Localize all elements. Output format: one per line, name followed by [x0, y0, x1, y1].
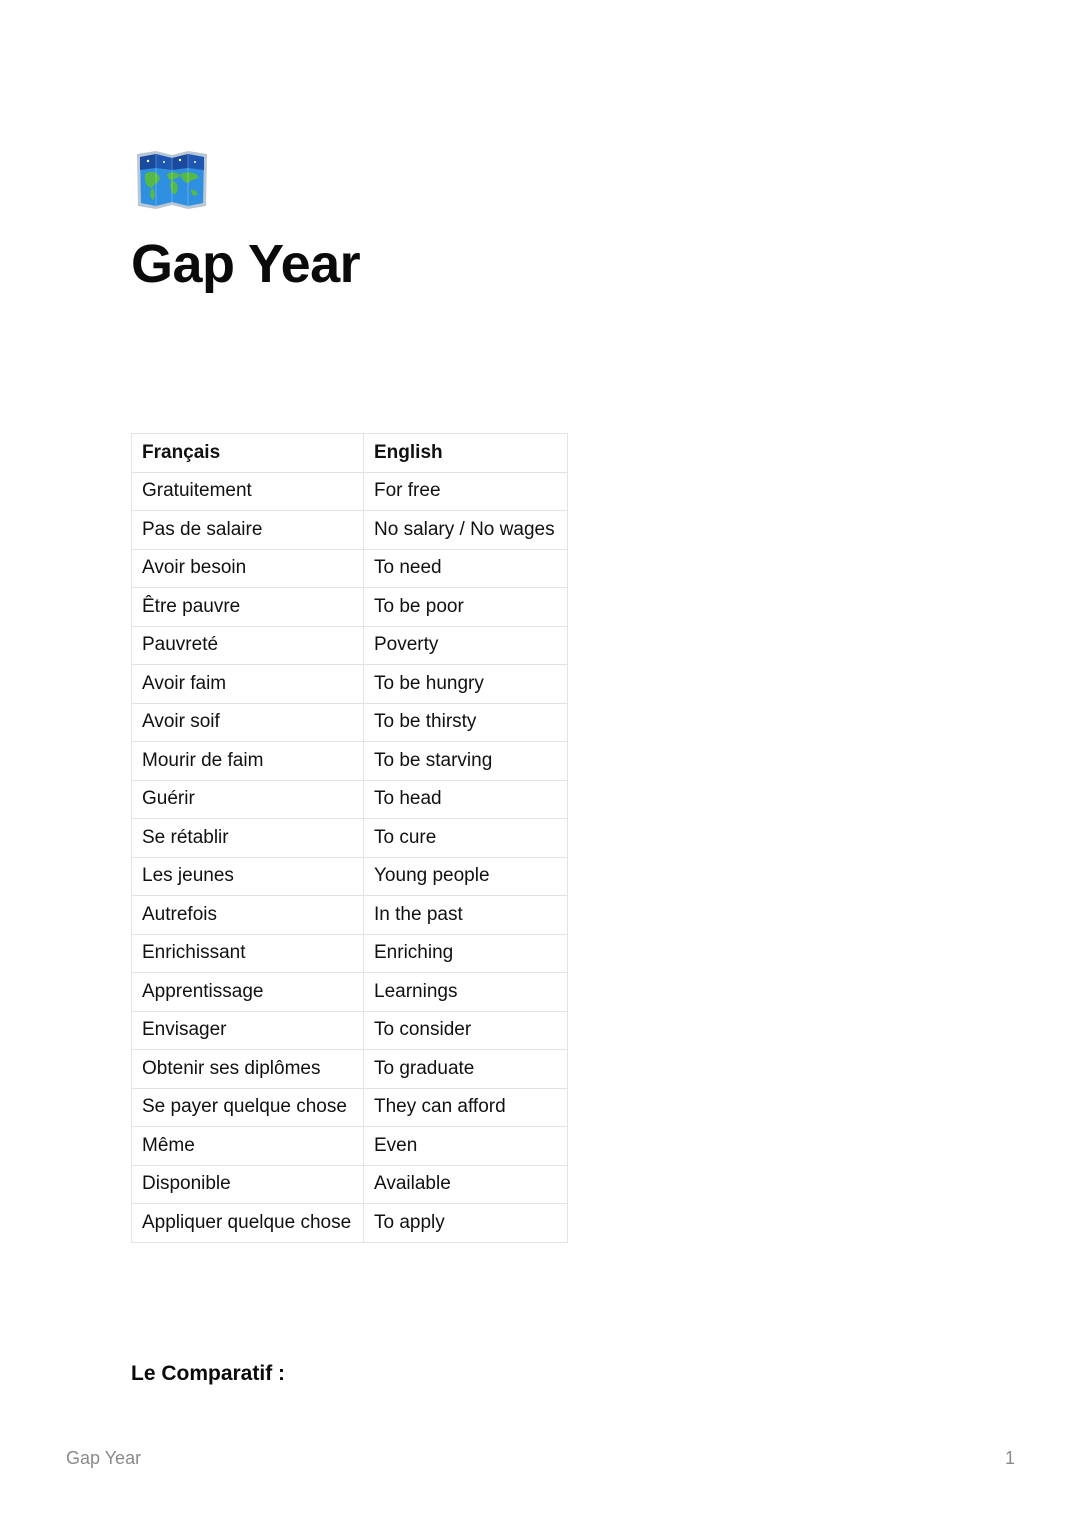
table-row — [132, 549, 568, 588]
cell-francais: Se payer quelque chose — [132, 1088, 364, 1127]
cell-english: Enriching — [364, 934, 568, 973]
column-header-english: English — [364, 434, 568, 473]
cell-english: No salary / No wages — [364, 511, 568, 550]
cell-francais: Avoir soif — [132, 703, 364, 742]
cell-english: For free — [364, 472, 568, 511]
cell-francais: Pauvreté — [132, 626, 364, 665]
table-row — [132, 819, 568, 858]
table-row — [132, 511, 568, 550]
table-row — [132, 626, 568, 665]
cell-english: Learnings — [364, 973, 568, 1012]
cell-english: To be poor — [364, 588, 568, 627]
cell-francais: Avoir besoin — [132, 549, 364, 588]
cell-francais: Enrichissant — [132, 934, 364, 973]
cell-english: To graduate — [364, 1050, 568, 1089]
column-header-francais: Français — [132, 434, 364, 473]
cell-francais: Mourir de faim — [132, 742, 364, 781]
table-body — [132, 472, 568, 1242]
vocabulary-table — [131, 433, 568, 1243]
table-row — [132, 1165, 568, 1204]
cell-francais: Être pauvre — [132, 588, 364, 627]
cell-english: To be starving — [364, 742, 568, 781]
cell-francais: Les jeunes — [132, 857, 364, 896]
table-header-row — [132, 434, 568, 473]
cell-francais: Se rétablir — [132, 819, 364, 858]
cell-francais: Avoir faim — [132, 665, 364, 704]
cell-english: To be thirsty — [364, 703, 568, 742]
cell-english: Young people — [364, 857, 568, 896]
cell-english: To consider — [364, 1011, 568, 1050]
cell-english: To cure — [364, 819, 568, 858]
table-row — [132, 1204, 568, 1243]
table-row — [132, 665, 568, 704]
table-row — [132, 857, 568, 896]
cell-english: To be hungry — [364, 665, 568, 704]
table-row — [132, 780, 568, 819]
table-row — [132, 1088, 568, 1127]
cell-english: To apply — [364, 1204, 568, 1243]
cell-english: Available — [364, 1165, 568, 1204]
table-row — [132, 973, 568, 1012]
cell-english: To head — [364, 780, 568, 819]
table-row — [132, 896, 568, 935]
cell-english: They can afford — [364, 1088, 568, 1127]
cell-francais: Gratuitement — [132, 472, 364, 511]
cell-english: In the past — [364, 896, 568, 935]
cell-francais: Autrefois — [132, 896, 364, 935]
cell-english: To need — [364, 549, 568, 588]
table-row — [132, 472, 568, 511]
table-row — [132, 742, 568, 781]
section-heading-comparatif: Le Comparatif : — [131, 1362, 286, 1385]
cell-english: Even — [364, 1127, 568, 1166]
table-row — [132, 934, 568, 973]
cell-francais: Même — [132, 1127, 364, 1166]
cell-francais: Obtenir ses diplômes — [132, 1050, 364, 1089]
page-title: Gap Year — [131, 234, 361, 294]
footer-document-title: Gap Year — [66, 1448, 142, 1468]
cell-english: Poverty — [364, 626, 568, 665]
table-row — [132, 1050, 568, 1089]
cell-francais: Disponible — [132, 1165, 364, 1204]
cell-francais: Pas de salaire — [132, 511, 364, 550]
table-row — [132, 1011, 568, 1050]
cell-francais: Appliquer quelque chose — [132, 1204, 364, 1243]
cell-francais: Envisager — [132, 1011, 364, 1050]
table-row — [132, 703, 568, 742]
world-map-icon — [134, 150, 210, 210]
cell-francais: Guérir — [132, 780, 364, 819]
table-row — [132, 1127, 568, 1166]
table-row — [132, 588, 568, 627]
footer-page-number: 1 — [1004, 1448, 1015, 1468]
cell-francais: Apprentissage — [132, 973, 364, 1012]
